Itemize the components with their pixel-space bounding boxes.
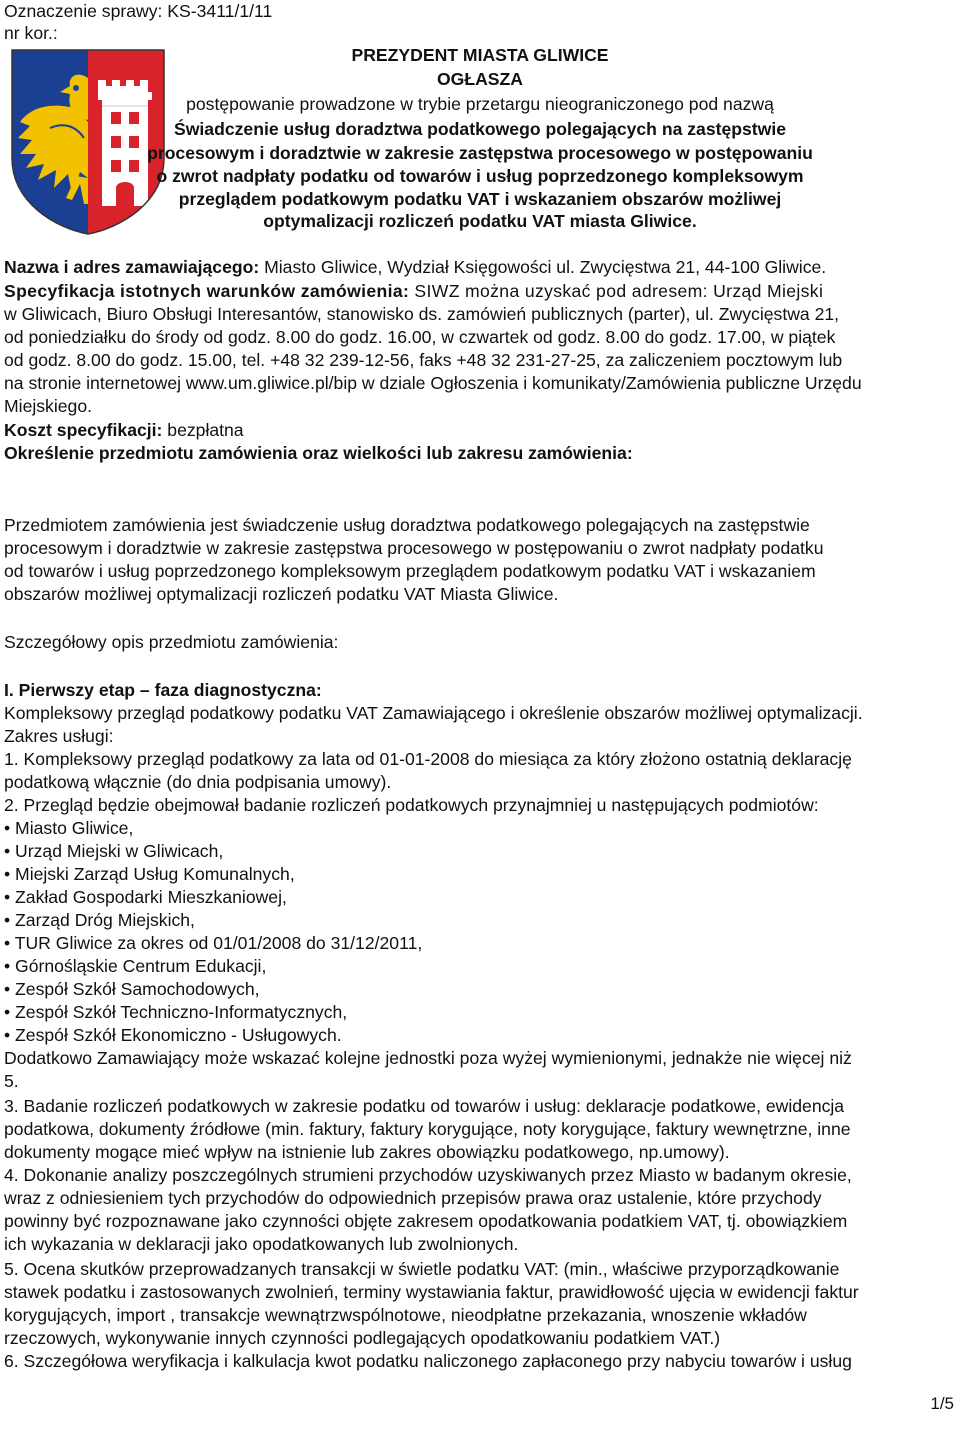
entity-list-item: • Zakład Gospodarki Mieszkaniowej, bbox=[4, 887, 287, 907]
body-line: stawek podatku i zastosowanych zwolnień, terminy wystawiania faktur, prawidłowość ujęcia w ewidencji faktur bbox=[4, 1282, 859, 1302]
body-line: powinny być rozpoznawane jako czynności objęte zakresem opodatkowania podatkiem VAT, tj. obowiązkiem bbox=[4, 1211, 848, 1231]
cost-label: Koszt specyfikacji: bbox=[4, 420, 163, 440]
announcement-word: OGŁASZA bbox=[436, 69, 523, 89]
entity-list-item: • Zespół Szkół Ekonomiczno - Usługowych. bbox=[4, 1025, 342, 1045]
detail-heading: Szczegółowy opis przedmiotu zamówienia: bbox=[4, 632, 339, 652]
entity-list-item: • Miejski Zarząd Usług Komunalnych, bbox=[4, 864, 295, 884]
body-line: 5. bbox=[4, 1071, 19, 1091]
entity-list-item: • TUR Gliwice za okres od 01/01/2008 do 31/12/2011, bbox=[4, 933, 423, 953]
tender-title-line: procesowym i doradztwie w zakresie zastępstwa procesowego w postępowaniu bbox=[147, 143, 813, 163]
scope-heading: Określenie przedmiotu zamówienia oraz wielkości lub zakresu zamówienia: bbox=[4, 443, 633, 463]
subject-text: obszarów możliwej optymalizacji rozliczeń podatku VAT Miasta Gliwice. bbox=[4, 584, 559, 604]
tender-title-line: o zwrot nadpłaty podatku od towarów i usług poprzedzonego kompleksowym bbox=[156, 166, 804, 186]
contracting-authority-value: Miasto Gliwice, Wydział Księgowości ul. Zwycięstwa 21, 44-100 Gliwice. bbox=[259, 257, 827, 277]
contracting-authority bbox=[4, 256, 826, 279]
body-line: ich wykazania w deklaracji jako opodatkowanych lub zwolnionych. bbox=[4, 1234, 519, 1254]
body-line: 1. Kompleksowy przegląd podatkowy za lata od 01-01-2008 do miesiąca za który złożono ostatnią deklarację bbox=[4, 749, 852, 769]
tender-title-line: przeglądem podatkowym podatku VAT i wskazaniem obszarów możliwej bbox=[178, 189, 782, 209]
body-line: 6. Szczegółowa weryfikacja i kalkulacja kwot podatku naliczonego zapłaconego przy nabyciu towarów i usług bbox=[4, 1351, 852, 1371]
body-line: rzeczowych, wykonywanie innych czynności podlegających opodatkowaniu podatkiem VAT.) bbox=[4, 1328, 721, 1348]
body-line: 4. Dokonanie analizy poszczególnych strumieni przychodów uzyskiwanych przez Miasto w badanym okresie, bbox=[4, 1165, 852, 1185]
specification-text: od godz. 8.00 do godz. 15.00, tel. +48 32 239-12-56, faks +48 32 231-27-25, za zaliczeniem pocztowym lub bbox=[4, 350, 843, 370]
tender-title-line: Świadczenie usług doradztwa podatkowego polegających na zastępstwie bbox=[173, 119, 786, 139]
entity-list-item: • Miasto Gliwice, bbox=[4, 818, 134, 838]
specification-text: na stronie internetowej www.um.gliwice.pl/bip w dziale Ogłoszenia i komunikaty/Zamówienia publiczne Urzędu bbox=[4, 373, 862, 393]
body-line: Kompleksowy przegląd podatkowy podatku VAT Zamawiającego i określenie obszarów możliwej optymalizacji. bbox=[4, 703, 863, 723]
specification-line bbox=[4, 280, 823, 303]
contracting-authority-label: Nazwa i adres zamawiającego: bbox=[4, 257, 260, 277]
tender-title-line: optymalizacji rozliczeń podatku VAT miasta Gliwice. bbox=[263, 211, 697, 231]
body-line: podatkowa, dokumenty źródłowe (min. faktury, faktury korygujące, noty korygujące, faktury wewnętrzne, inne bbox=[4, 1119, 851, 1139]
entity-list-item: • Zespół Szkół Samochodowych, bbox=[4, 979, 260, 999]
case-reference: Oznaczenie sprawy: KS-3411/1/11 bbox=[4, 1, 273, 21]
specification-cost bbox=[4, 419, 244, 442]
issuer-title: PREZYDENT MIASTA GLIWICE bbox=[351, 45, 609, 65]
body-line: dokumenty mogące mieć wpływ na istnienie lub zakres obowiązku podatkowego, np.umowy). bbox=[4, 1142, 730, 1162]
cost-value: bezpłatna bbox=[162, 420, 244, 440]
body-line: korygujących, import , transakcje wewnątrzwspólnotowe, nieodpłatne przekazania, wnoszenie wkładów bbox=[4, 1305, 807, 1325]
page-number: 1/5 bbox=[930, 1394, 954, 1413]
entity-list-item: • Urząd Miejski w Gliwicach, bbox=[4, 841, 224, 861]
nr-kor-label: nr kor.: bbox=[4, 23, 58, 43]
specification-text: od poniedziałku do środy od godz. 8.00 do godz. 16.00, w czwartek od godz. 8.00 do godz. 17.00, w piątek bbox=[4, 327, 836, 347]
body-line: Dodatkowo Zamawiający może wskazać kolejne jednostki poza wyżej wymienionymi, jednakże nie więcej niż bbox=[4, 1048, 852, 1068]
specification-label: Specyfikacja istotnych warunków zamówienia: bbox=[4, 281, 410, 301]
body-line: wraz z odniesieniem tych przychodów do odpowiednich przepisów prawa oraz ustalenie, które przychody bbox=[4, 1188, 822, 1208]
body-line: podatkową włącznie (do dnia podpisania umowy). bbox=[4, 772, 392, 792]
body-line: 3. Badanie rozliczeń podatkowych w zakresie podatku od towarów i usług: deklaracje podatkowe, ewidencja bbox=[4, 1096, 845, 1116]
subject-text: procesowym i doradztwie w zakresie zastępstwa procesowego w postępowaniu o zwrot nadpłaty podatku bbox=[4, 538, 824, 558]
entity-list-item: • Zarząd Dróg Miejskich, bbox=[4, 910, 195, 930]
body-line: 2. Przegląd będzie obejmował badanie rozliczeń podatkowych przynajmniej u następujących podmiotów: bbox=[4, 795, 819, 815]
subject-text: Przedmiotem zamówienia jest świadczenie usług doradztwa podatkowego polegających na zastępstwie bbox=[4, 515, 810, 535]
specification-text: SIWZ można uzyskać pod adresem: Urząd Miejski bbox=[409, 281, 824, 301]
entity-list-item: • Górnośląskie Centrum Edukacji, bbox=[4, 956, 267, 976]
subject-text: od towarów i usług poprzedzonego kompleksowym przeglądem podatkowym podatku VAT i wskazaniem bbox=[4, 561, 816, 581]
entity-list-item: • Zespół Szkół Techniczno-Informatycznych, bbox=[4, 1002, 348, 1022]
body-line: 5. Ocena skutków przeprowadzanych transakcji w świetle podatku VAT: (min., właściwe przyporządkowanie bbox=[4, 1259, 840, 1279]
stage-heading: I. Pierwszy etap – faza diagnostyczna: bbox=[4, 680, 322, 700]
body-line: Zakres usługi: bbox=[4, 726, 114, 746]
procedure-line: postępowanie prowadzone w trybie przetargu nieograniczonego pod nazwą bbox=[186, 94, 774, 114]
specification-text: w Gliwicach, Biuro Obsługi Interesantów, stanowisko ds. zamówień publicznych (parter), ul. Zwycięstwa 21, bbox=[4, 304, 840, 324]
specification-text: Miejskiego. bbox=[4, 396, 93, 416]
